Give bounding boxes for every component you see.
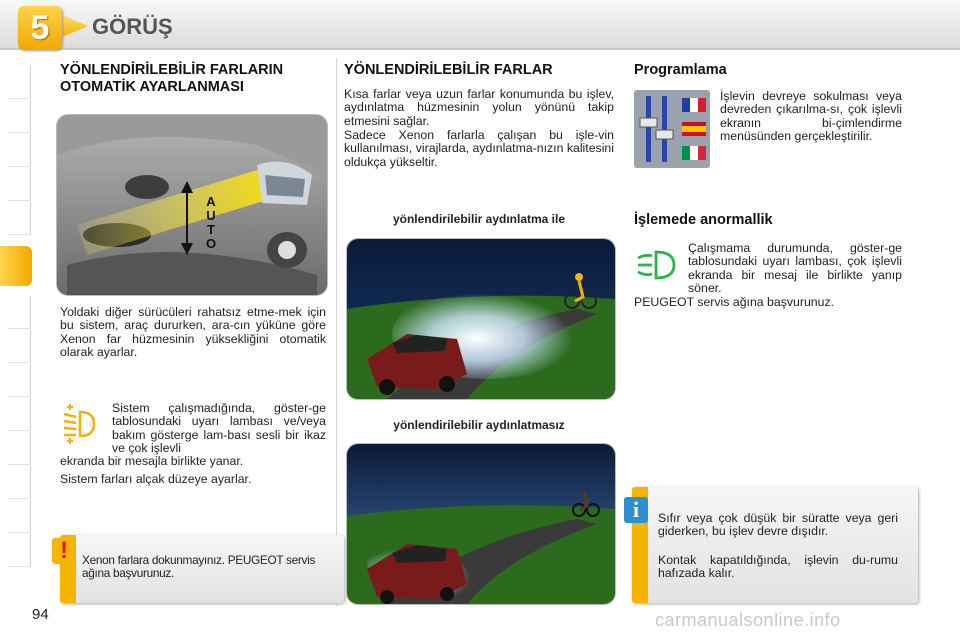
chapter-tab-14[interactable] [8,534,31,567]
left-paragraph-2: Sistem çalışmadığında, göster-ge tablosundaki uyarı lambası ve/veya bakım gösterge lam-bası sesli bir ikaz ve çok işlevli [112,401,326,456]
chapter-tab-9[interactable] [8,364,31,397]
road-photo-without-adaptive [346,443,616,605]
chapter-tab-3[interactable] [8,134,31,167]
info-badge: i [624,497,648,523]
car-front-illustration [57,115,327,295]
column-divider [336,58,337,606]
middle-heading: YÖNLENDİRİLEBİLİR FARLAR [344,62,553,78]
left-paragraph-1: Yoldaki diğer sürücüleri rahatsız etme-mek için bu sistem, araç dururken, ara-cın yüküne göre Xenon far hüzmesinin yüksekliğini otomatik olarak ayarlar. [60,305,326,360]
programming-text: İşlevin devreye sokulması veya devreden çıkarılma-sı, çok işlevli ekranın bi-çimlendirme menüsünden gerçekleştirilir. [720,89,902,144]
chapter-tab-5[interactable] [8,202,31,235]
chapter-tab-7[interactable] [8,296,31,329]
chapter-tab-10[interactable] [8,398,31,431]
middle-paragraph-1: Kısa farlar veya uzun farlar konumunda bu işlev, aydınlatma hüzmesinin yolun yönünü takip etmesini sağlar. [344,87,614,128]
chapter-badge: 5 [18,6,62,50]
chapter-tab-4[interactable] [8,168,31,201]
chapter-tab-13[interactable] [8,500,31,533]
left-paragraph-2-tail: ekranda bir mesajla birlikte yanar. [60,454,244,468]
caption-without-adaptive: yönlendirilebilir aydınlatmasız [393,418,565,432]
programming-heading: Programlama [634,62,727,78]
middle-paragraph-2: Sadece Xenon farlarla çalışan bu işle-vin kullanılması, virajlarda, aydınlatma-nızın kalitesini oldukça yükseltir. [344,128,614,169]
info-paragraph-1: Sıfır veya çok düşük bir süratte veya geri giderken, bu işlev devre dışıdır. [658,511,898,539]
left-heading: YÖNLENDİRİLEBİLİR FARLARIN OTOMATİK AYARLANMASI [60,62,284,95]
info-box [632,487,918,603]
adaptive-headlamp-fault-icon [634,248,680,282]
settings-menu-icon [634,90,710,168]
chapter-tab-8[interactable] [8,330,31,363]
warning-badge: ! [52,538,76,564]
chapter-title: GÖRÜŞ [92,14,173,39]
watermark: carmanualsonline.info [655,610,841,630]
headlight-photo [56,114,328,296]
fault-text: Çalışmama durumunda, göster-ge tablosundaki uyarı lambası, çok işlevli ekranda bir mesaj ile birlikte yanıp söner. [688,241,902,296]
caption-with-adaptive: yönlendirilebilir aydınlatma ile [392,212,566,226]
fault-contact: PEUGEOT servis ağına başvurunuz. [634,295,835,309]
info-paragraph-2: Kontak kapatıldığında, işlevin du-rumu hafızada kalır. [658,553,898,581]
auto-label: AUTO [205,194,217,251]
chapter-tab-12[interactable] [8,466,31,499]
chapter-tab-2[interactable] [8,100,31,133]
fault-heading: İşlemede anormallik [634,212,773,228]
left-paragraph-3: Sistem farları alçak düzeye ayarlar. [60,472,252,486]
headlamp-level-warning-icon [60,402,100,446]
chapter-tab-1[interactable] [8,66,31,99]
page-number: 94 [32,606,49,623]
warning-text: Xenon farlara dokunmayınız. PEUGEOT servis ağına başvurunuz. [82,553,316,581]
chapter-tab-active[interactable] [0,246,32,286]
road-photo-with-adaptive [346,238,616,400]
chapter-tab-11[interactable] [8,432,31,465]
